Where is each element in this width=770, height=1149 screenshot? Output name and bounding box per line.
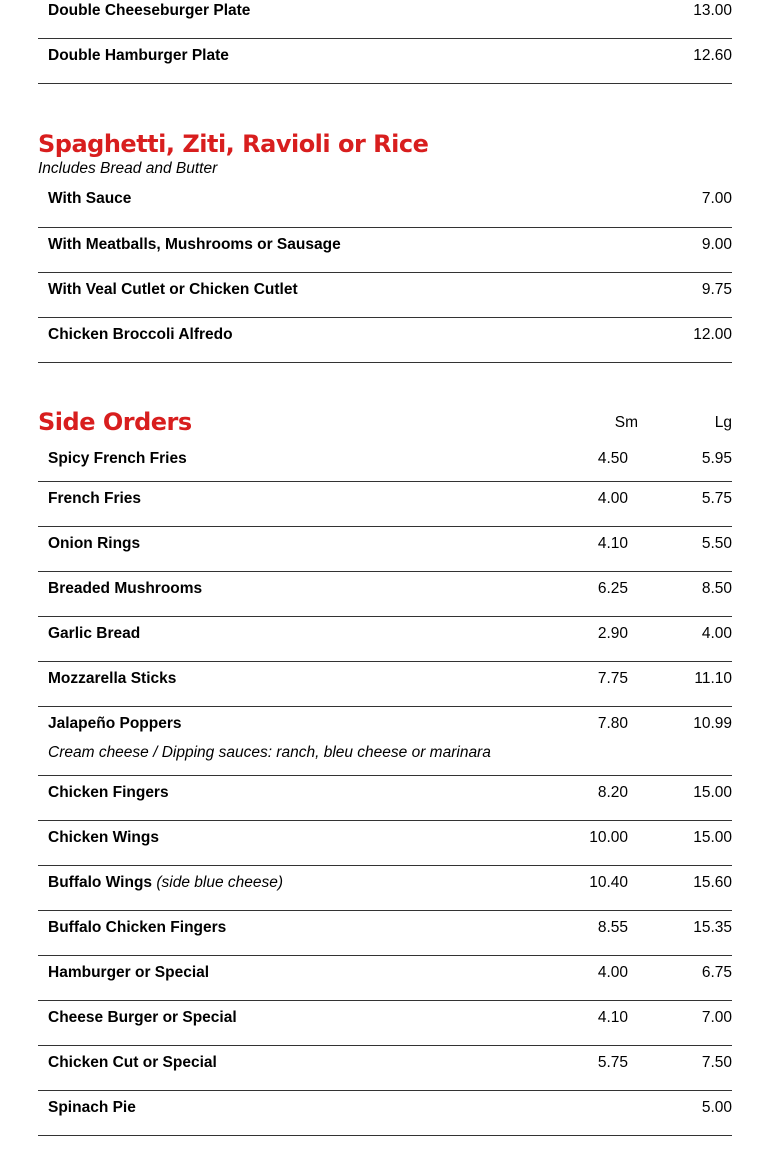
item-price-large: 15.35 [693,919,732,936]
item-name: Chicken Cut or Special [48,1054,217,1071]
item-name: With Veal Cutlet or Chicken Cutlet [48,281,298,298]
item-price-large: 7.00 [701,1009,732,1026]
item-name: Garlic Bread [48,625,141,642]
item-price-small: 4.50 [597,450,628,467]
item-price-small: 6.25 [597,580,628,597]
item-name: French Fries [48,490,142,507]
item-price-small: 4.00 [597,490,628,507]
item-name: With Meatballs, Mushrooms or Sausage [48,236,341,253]
item-price-large: 4.00 [701,625,732,642]
item-price-small: 4.10 [597,1009,628,1026]
item-name: Chicken Wings [48,829,159,846]
top-items-list [38,0,732,84]
item-price-small: 8.20 [597,784,628,801]
menu-item-row [38,707,732,776]
menu-item-row [38,662,732,707]
menu-item-row [38,39,732,84]
item-price-large: 5.50 [701,535,732,552]
item-name: Buffalo Wings [48,874,153,891]
item-price: 12.60 [693,47,732,64]
item-price-small: 2.90 [597,625,628,642]
item-price-small: 5.75 [597,1054,628,1071]
menu-item-row [38,1046,732,1091]
spaghetti-section [38,130,732,363]
menu-item-row [38,182,732,228]
item-price-small: 8.55 [597,919,628,936]
section-title: Spaghetti, Ziti, Ravioli or Rice [38,130,429,158]
item-description: Cream cheese / Dipping sauces: ranch, bleu cheese or marinara [48,744,491,761]
item-price-small: 4.00 [597,964,628,981]
item-price: 13.00 [693,2,732,19]
item-price-large: 8.50 [701,580,732,597]
item-price-small: 10.40 [589,874,628,891]
item-price-small: 7.75 [597,670,628,687]
menu-item-row [38,527,732,572]
section-header [38,408,732,442]
item-price-large: 5.00 [701,1099,732,1116]
item-price-large: 6.75 [701,964,732,981]
column-header-small: Sm [614,414,638,431]
item-name: Mozzarella Sticks [48,670,177,687]
item-price-small: 4.10 [597,535,628,552]
item-name: Spinach Pie [48,1099,136,1116]
menu-item-row [38,318,732,363]
item-name: Breaded Mushrooms [48,580,203,597]
menu-item-row [38,442,732,482]
item-price-large: 5.75 [701,490,732,507]
item-price-large: 5.95 [701,450,732,467]
menu-item-row [38,273,732,318]
menu-item-row [38,866,732,911]
menu-item-row [38,911,732,956]
side-orders-section [38,408,732,1136]
menu-item-row [38,482,732,527]
item-price-small: 10.00 [589,829,628,846]
item-price-large: 7.50 [701,1054,732,1071]
item-price: 7.00 [701,190,732,207]
item-price: 9.00 [701,236,732,253]
item-name: Chicken Fingers [48,784,169,801]
item-price: 9.75 [701,281,732,298]
item-name: Hamburger or Special [48,964,210,981]
section-title: Side Orders [38,408,192,436]
item-price-large: 11.10 [694,670,732,687]
item-name: Spicy French Fries [48,450,187,467]
menu-item-row [38,572,732,617]
item-price-large: 15.00 [693,829,732,846]
menu-item-row [38,228,732,273]
menu-item-row [38,821,732,866]
item-price: 12.00 [693,326,732,343]
menu-item-row [38,0,732,39]
item-note: (side blue cheese) [156,874,284,891]
item-name: Cheese Burger or Special [48,1009,237,1026]
item-name: Chicken Broccoli Alfredo [48,326,233,343]
item-name: Double Hamburger Plate [48,47,229,64]
section-header [38,130,732,182]
column-header-large: Lg [714,414,732,431]
item-price-small: 7.80 [597,715,628,732]
menu-item-row [38,1001,732,1046]
item-price-large: 10.99 [693,715,732,732]
item-price-large: 15.60 [693,874,732,891]
item-price-large: 15.00 [693,784,732,801]
menu-item-row [38,1091,732,1136]
menu-item-row [38,956,732,1001]
menu-item-row [38,617,732,662]
item-name-wrapper [48,874,283,892]
item-name: Jalapeño Poppers [48,715,182,732]
item-name: Double Cheeseburger Plate [48,2,251,19]
item-name: Buffalo Chicken Fingers [48,919,227,936]
item-name: With Sauce [48,190,132,207]
item-name: Onion Rings [48,535,141,552]
section-subtitle: Includes Bread and Butter [38,160,218,177]
menu-item-row [38,776,732,821]
